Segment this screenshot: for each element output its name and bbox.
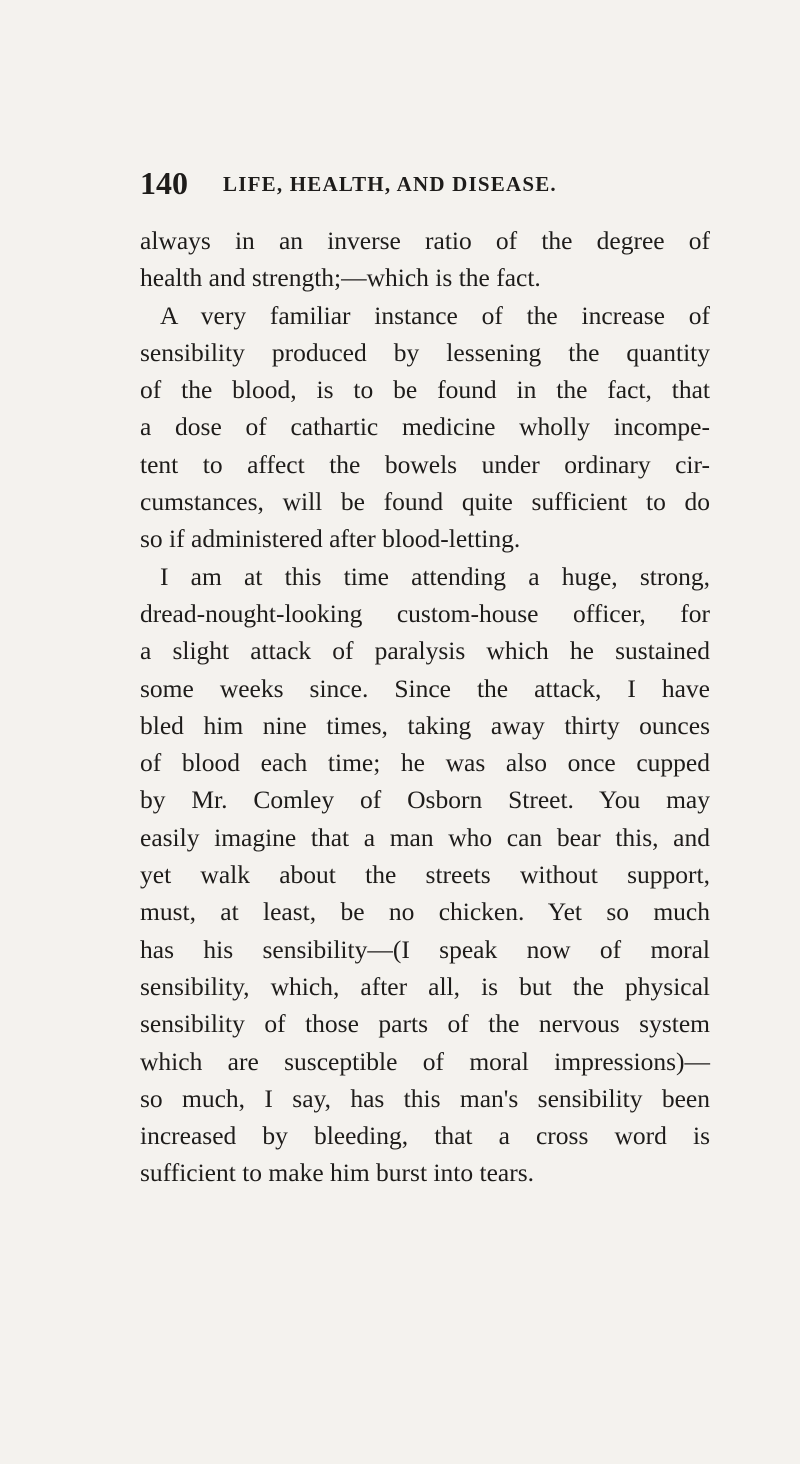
text-line: yet walk about the streets without support,	[140, 860, 710, 890]
text-line: sensibility, which, after all, is but the physical	[140, 971, 710, 1001]
text-line: of the blood, is to be found in the fact, that	[140, 375, 710, 405]
page-number: 140	[140, 165, 188, 201]
text-line: by Mr. Comley of Osborn Street. You may	[140, 785, 710, 815]
text-line: so much, I say, has this man's sensibility been	[140, 1083, 710, 1113]
text-line: dread-nought-looking custom-house officer, for	[140, 598, 710, 628]
body-text	[140, 222, 710, 1192]
text-line: which are susceptible of moral impressions)—	[140, 1046, 710, 1076]
page-header	[140, 165, 700, 201]
text-line: sensibility of those parts of the nervous system	[140, 1009, 710, 1039]
text-line: some weeks since. Since the attack, I have	[140, 673, 710, 703]
text-line: increased by bleeding, that a cross word is	[140, 1121, 710, 1151]
text-line: health and strength;—which is the fact.	[140, 263, 541, 293]
running-title: LIFE, HEALTH, AND DISEASE.	[223, 172, 557, 196]
text-line: so if administered after blood-letting.	[140, 524, 521, 554]
text-line: must, at least, be no chicken. Yet so much	[140, 897, 710, 927]
text-line: always in an inverse ratio of the degree of	[140, 226, 710, 255]
text-line: bled him nine times, taking away thirty ounces	[140, 710, 710, 740]
text-line: has his sensibility—(I speak now of moral	[140, 934, 710, 964]
text-line: A very familiar instance of the increase of	[160, 300, 710, 330]
text-line: a slight attack of paralysis which he sustained	[140, 636, 710, 666]
text-line: sufficient to make him burst into tears.	[140, 1158, 534, 1188]
text-line: of blood each time; he was also once cupped	[140, 748, 710, 778]
text-line: tent to affect the bowels under ordinary cir-	[140, 449, 710, 479]
text-line: sensibility produced by lessening the quantity	[140, 337, 710, 367]
text-line: a dose of cathartic medicine wholly incompe-	[140, 412, 710, 442]
text-line: easily imagine that a man who can bear this, and	[140, 822, 710, 852]
text-line: I am at this time attending a huge, strong,	[160, 561, 710, 591]
text-line: cumstances, will be found quite sufficient to do	[140, 487, 710, 517]
